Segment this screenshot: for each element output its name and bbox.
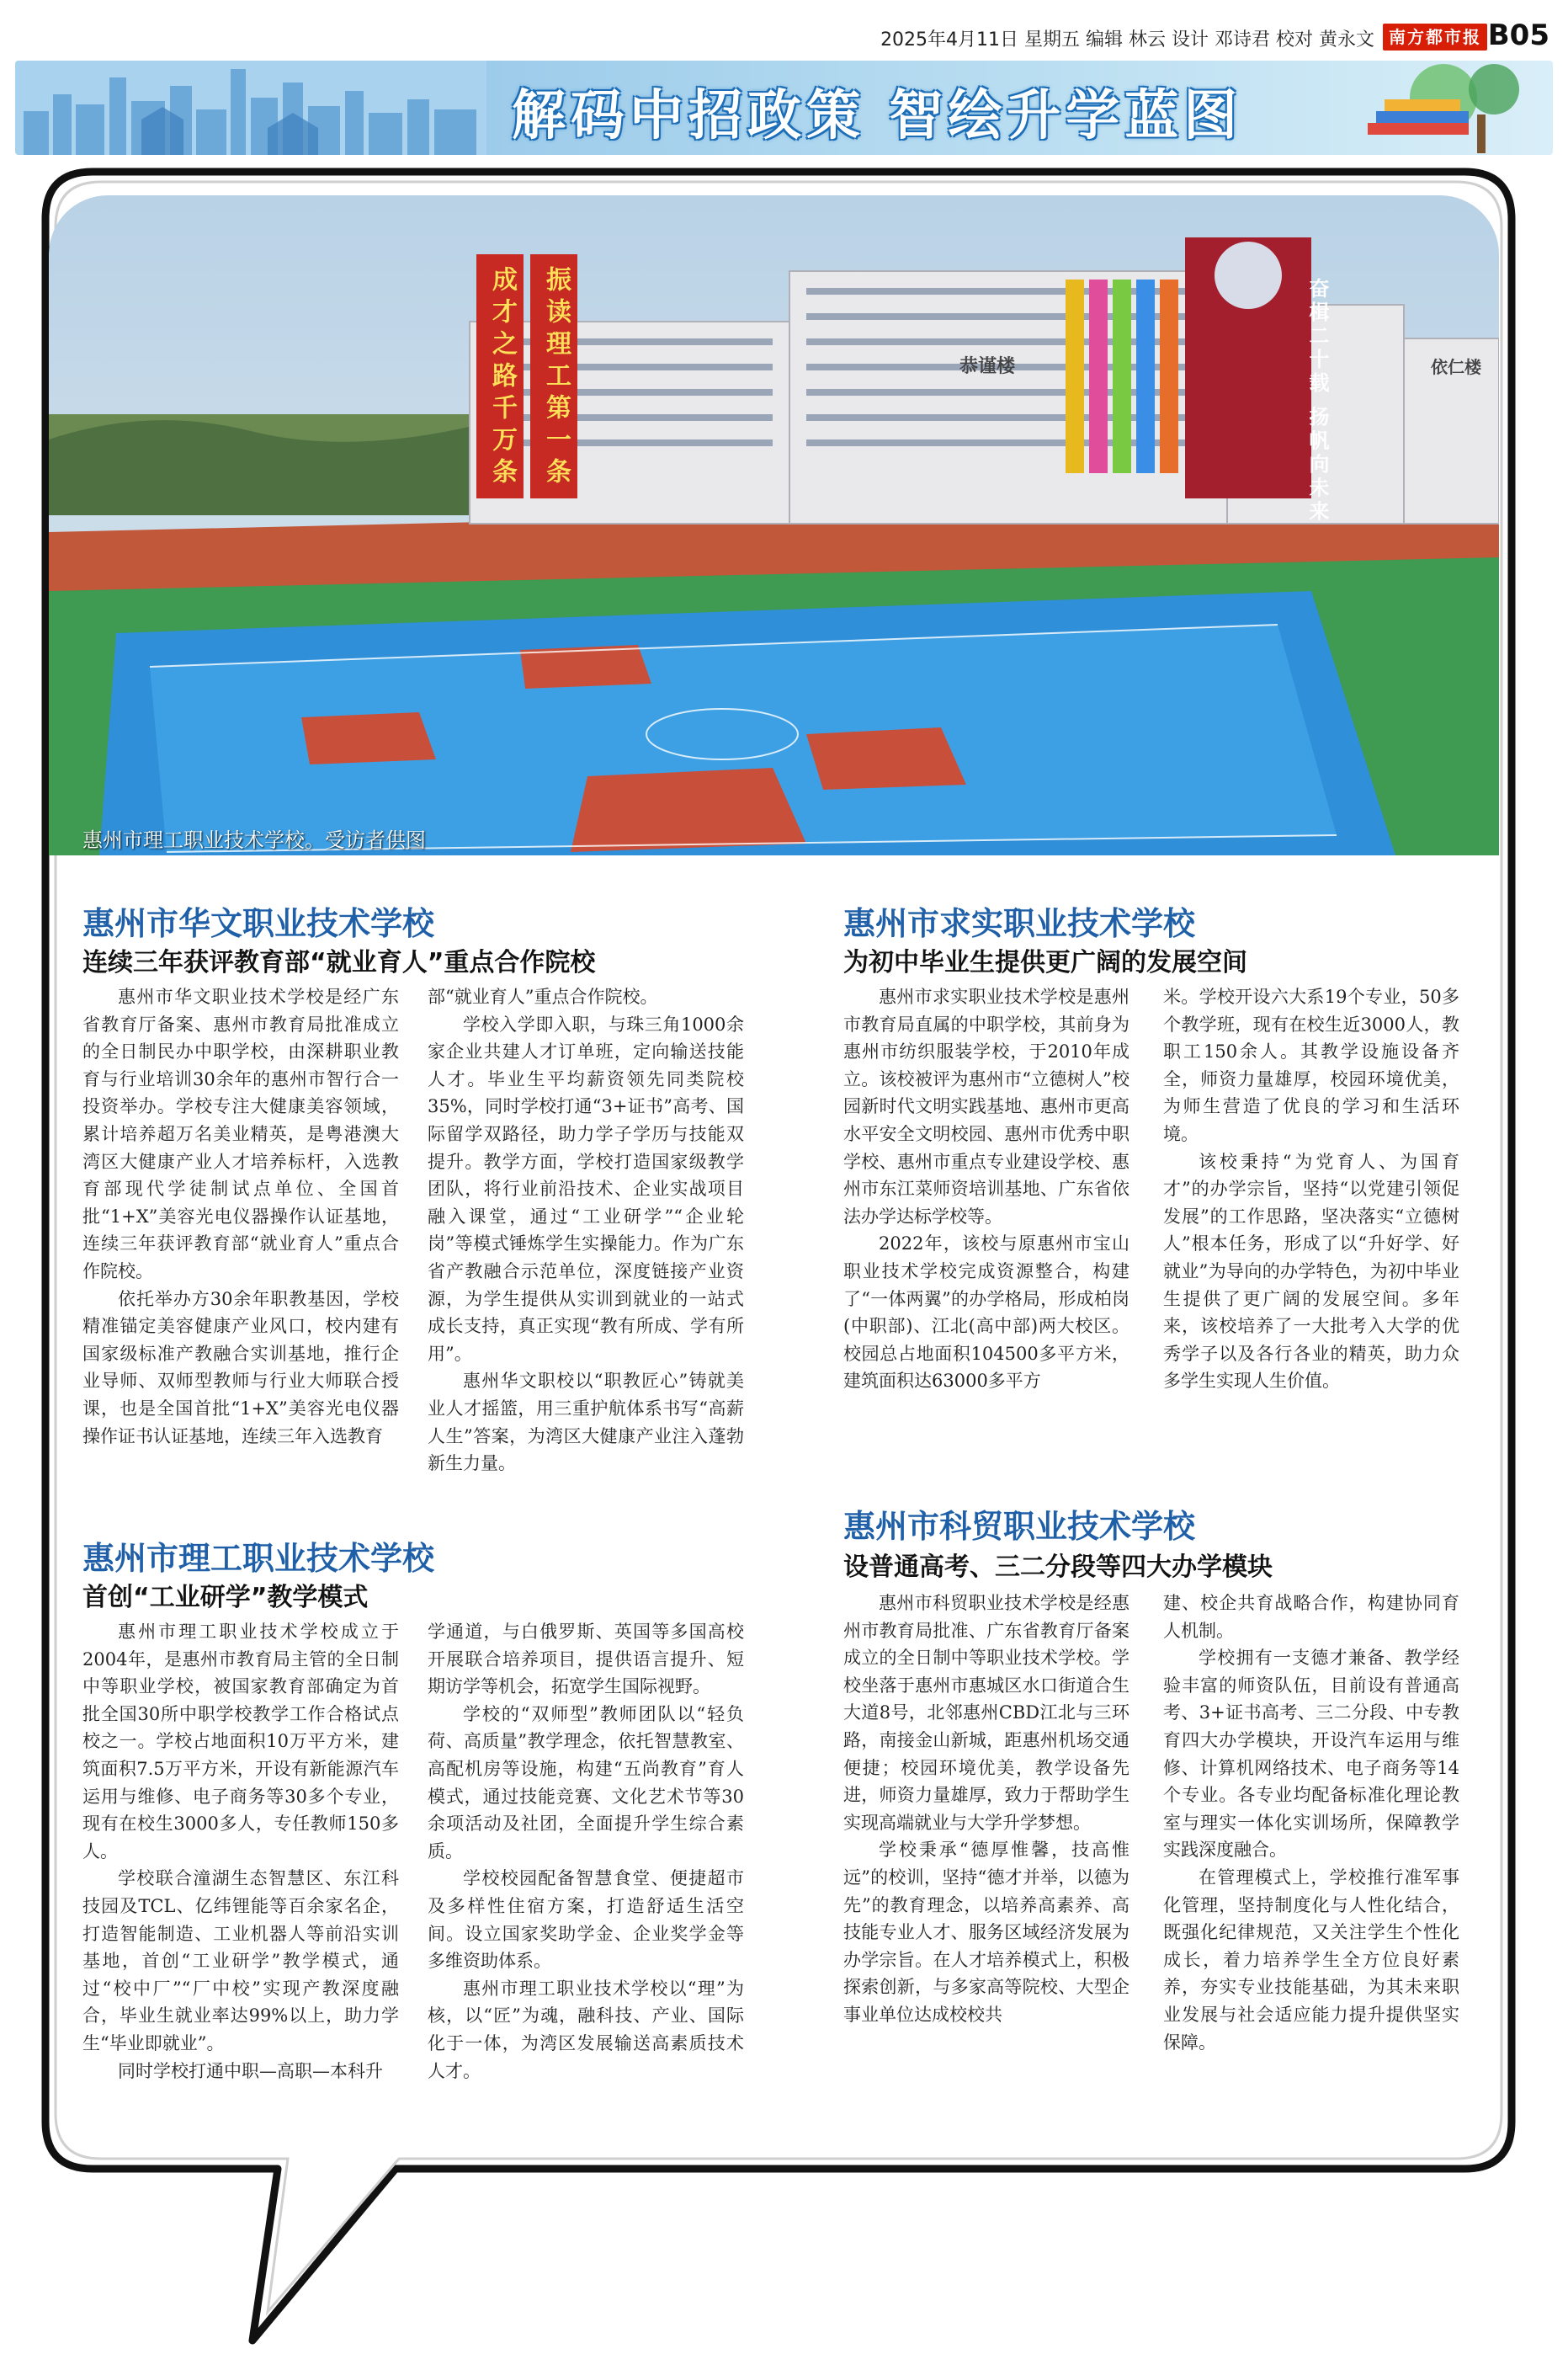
article-title-kemao: 惠州市科贸职业技术学校	[843, 1508, 1196, 1545]
paragraph: 学校的“双师型”教师团队以“轻负荷、高质量”教学理念，依托智慧教室、高配机房等设施，构建“五尚教育”育人模式，通过技能竞赛、文化艺术节等30余项活动及社团，全面提升学生综合素质。	[428, 1703, 744, 1861]
article-subtitle-ligong: 首创“工业研学”教学模式	[82, 1583, 369, 1612]
section-banner	[15, 61, 1553, 155]
paragraph: 部“就业育人”重点合作院校。	[428, 987, 658, 1007]
paragraph: 2022年，该校与原惠州市宝山职业技术学校完成资源整合，构建了“一体两翼”的办学格局，形成柏岗(中职部)、江北(高中部)两大校区。校园总占地面积104500多平方米，建筑面积达63000多平方	[843, 1233, 1129, 1392]
tower-banner: 奋楫二十载 扬帆向未来	[1305, 278, 1329, 525]
photo-slogan-1: 振读理工第一条	[541, 266, 571, 490]
article-body-qiushi-col1	[843, 983, 1129, 1395]
article-subtitle-kemao: 设普通高考、三二分段等四大办学模块	[843, 1552, 1273, 1582]
article-body-huawen-col2	[428, 983, 744, 1478]
paragraph: 同时学校打通中职—高职—本科升	[118, 2060, 383, 2081]
paragraph: 惠州市理工职业技术学校以“理”为核，以“匠”为魂，融科技、产业、国际化于一体，为湾区发展输送高素质技术人才。	[428, 1978, 744, 2081]
article-title-qiushi: 惠州市求实职业技术学校	[843, 905, 1196, 942]
paragraph: 惠州市理工职业技术学校成立于2004年，是惠州市教育局主管的全日制中等职业学校，被国家教育部确定为首批全国30所中职学校教学工作合格试点校之一。学校占地面积10万平方米，建筑面积7.5万平方米，开设有新能源汽车运用与维修、电子商务等30多个专业，现有在校生3000多人，专任教师150多人。	[82, 1622, 399, 1861]
photo-slogan-2: 成才之路千万条	[487, 266, 517, 490]
paragraph: 学校联合潼湖生态智慧区、东江科技园及TCL、亿纬锂能等百余家名企，打造智能制造、工业机器人等前沿实训基地，首创“工业研学”教学模式，通过“校中厂”“厂中校”实现产教深度融合，毕业生就业率达99%以上，助力学生“毕业即就业”。	[82, 1868, 399, 2053]
banner-title: 解码中招政策 智绘升学蓝图	[512, 85, 1243, 147]
paragraph: 惠州市科贸职业技术学校是经惠州市教育局批准、广东省教育厅备案成立的全日制中等职业技术学校。学校坐落于惠州市惠城区水口街道合生大道8号，北邻惠州CBD江北与三环路，南接金山新城，距惠州机场交通便捷；校园环境优美，教学设备先进，师资力量雄厚，致力于帮助学生实现高端就业与大学升学梦想。	[843, 1593, 1129, 1833]
paragraph: 依托举办方30余年职教基因，学校精准锚定美容健康产业风口，校内建有国家级标准产教融合实训基地，推行企业导师、双师型教师与行业大师联合授课，也是全国首批“1+X”美容光电仪器操作证书认证基地，连续三年入选教育	[82, 1288, 399, 1446]
campus-photo	[49, 195, 1499, 855]
article-subtitle-huawen: 连续三年获评教育部“就业育人”重点合作院校	[82, 948, 596, 977]
paragraph: 惠州市华文职业技术学校是经广东省教育厅备案、惠州市教育局批准成立的全日制民办中职学校，由深耕职业教育与行业培训30余年的惠州市智行合一投资举办。学校专注大健康美容领域，累计培养超万名美业精英，是粤港澳大湾区大健康产业人才培养标杆，入选教育部现代学徒制试点单位、全国首批“1+X”美容光电仪器操作认证基地，连续三年获评教育部“就业育人”重点合作院校。	[82, 987, 399, 1281]
article-body-kemao-col1	[843, 1590, 1129, 2029]
paragraph: 在管理模式上，学校推行准军事化管理，坚持制度化与人性化结合，既强化纪律规范，又关注学生个性化成长，着力培养学生全方位良好素养，夯实专业技能基础，为其未来职业发展与社会适应能力提升提供坚实保障。	[1163, 1867, 1459, 2053]
building-sign-2: 依仁楼	[1431, 357, 1481, 377]
paragraph: 学通道，与白俄罗斯、英国等多国高校开展联合培养项目，提供语言提升、短期访学等机会，拓宽学生国际视野。	[428, 1622, 744, 1697]
paragraph: 米。学校开设六大系19个专业，50多个教学班，现有在校生近3000人，教职工150余人。其教学设施设备齐全，师资力量雄厚，校园环境优美，为师生营造了优良的学习和生活环境。	[1163, 987, 1459, 1144]
paragraph: 该校秉持“为党育人、为国育才”的办学宗旨，坚持“以党建引领促发展”的工作思路，坚决落实“立德树人”根本任务，形成了以“升好学、好就业”为导向的办学特色，为初中毕业生提供了更广阔的发展空间。多年来，该校培养了一大批考入大学的优秀学子以及各行各业的精英，助力众多学生实现人生价值。	[1163, 1151, 1459, 1392]
newspaper-logo: 南方都市报	[1383, 24, 1487, 51]
paragraph: 学校入学即入职，与珠三角1000余家企业共建人才订单班，定向输送技能人才。毕业生平均薪资领先同类院校35%，同时学校打通“3+证书”高考、国际留学双路径，助力学子学历与技能双提升。教学方面，学校打造国家级教学团队，将行业前沿技术、企业实战项目融入课堂，通过“工业研学”“企业轮岗”等模式锤炼学生实操能力。作为广东省产教融合示范单位，深度链接产业资源，为学生提供从实训到就业的一站式成长支持，真正实现“教有所成、学有所用”。	[428, 1014, 744, 1364]
article-body-ligong-col2	[428, 1618, 744, 2085]
article-body-qiushi-col2	[1163, 983, 1459, 1395]
campus-photo-illustration	[49, 195, 1499, 855]
paragraph: 学校秉承“德厚惟馨，技高惟远”的校训，坚持“德才并举，以德为先”的教育理念，以培养高素养、高技能专业人才、服务区域经济发展为办学宗旨。在人才培养模式上，积极探索创新，与多家高等院校、大型企事业单位达成校校共	[843, 1840, 1129, 2025]
page-header	[0, 15, 1568, 59]
article-title-ligong: 惠州市理工职业技术学校	[82, 1540, 435, 1577]
paragraph: 惠州华文职校以“职教匠心”铸就美业人才摇篮，用三重护航体系书写“高薪人生”答案，为湾区大健康产业注入蓬勃新生力量。	[428, 1371, 744, 1474]
article-body-ligong-col1	[82, 1618, 399, 2085]
city-skyline-icon	[15, 61, 486, 155]
paragraph: 惠州市求实职业技术学校是惠州市教育局直属的中职学校，其前身为惠州市纺织服装学校，于2010年成立。该校被评为惠州市“立德树人”校园新时代文明实践基地、惠州市更高水平安全文明校园、惠州市优秀中职学校、惠州市重点专业建设学校、惠州市东江菜师资培训基地、广东省依法办学达标学校等。	[843, 987, 1129, 1227]
building-sign: 恭谨楼	[959, 356, 1016, 377]
article-body-kemao-col2	[1163, 1590, 1459, 2056]
photo-caption: 惠州市理工职业技术学校。受访者供图	[82, 828, 426, 852]
article-body-huawen-col1	[82, 983, 399, 1450]
paragraph: 建、校企共育战略合作，构建协同育人机制。	[1163, 1593, 1459, 1641]
article-subtitle-qiushi: 为初中毕业生提供更广阔的发展空间	[843, 948, 1247, 977]
issue-meta: 2025年4月11日 星期五 编辑 林云 设计 邓诗君 校对 黄永文	[880, 29, 1374, 51]
paragraph: 学校拥有一支德才兼备、教学经验丰富的师资队伍，目前设有普通高考、3+证书高考、三二分段、中专教育四大办学模块，开设汽车运用与维修、计算机网络技术、电子商务等14个专业。各专业均配备标准化理论教室与理实一体化实训场所，保障教学实践深度融合。	[1163, 1648, 1459, 1861]
page-number: B05	[1487, 19, 1549, 52]
paragraph: 学校校园配备智慧食堂、便捷超市及多样性住宿方案，打造舒适生活空间。设立国家奖助学金、企业奖学金等多维资助体系。	[428, 1868, 744, 1972]
books-illustration-icon	[1317, 64, 1536, 153]
article-title-huawen: 惠州市华文职业技术学校	[82, 905, 435, 942]
